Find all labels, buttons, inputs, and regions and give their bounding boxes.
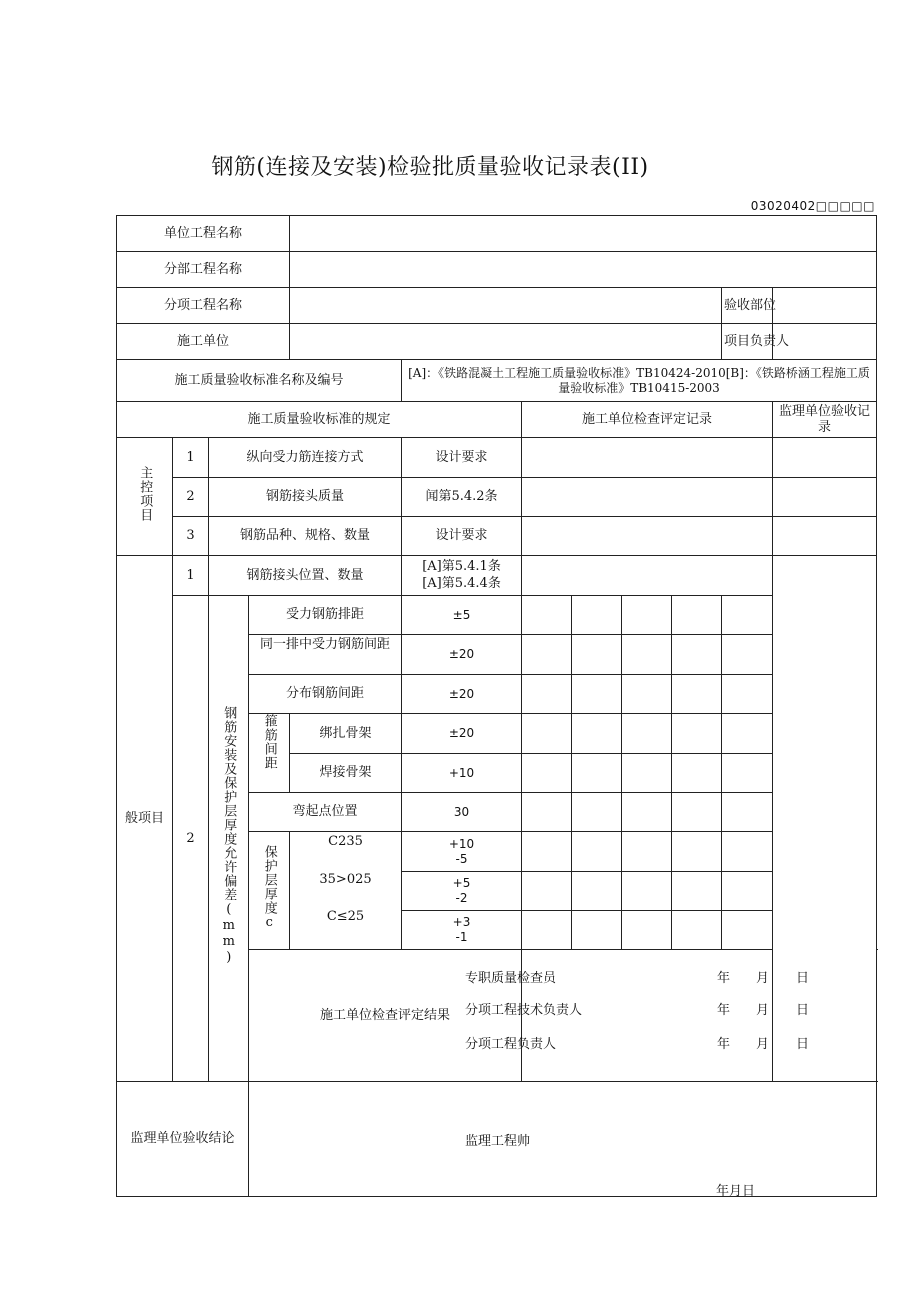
- tolerance-value: ±20: [402, 675, 522, 714]
- measure-cell[interactable]: [622, 872, 672, 911]
- date-month: 月: [756, 1037, 770, 1052]
- unit-project-value[interactable]: [290, 216, 877, 252]
- item-number: 3: [173, 517, 209, 556]
- measure-cell[interactable]: [622, 635, 672, 675]
- date-month: 月: [756, 971, 770, 986]
- contractor-label: 施工单位: [117, 324, 290, 360]
- subitem-row: [117, 288, 877, 324]
- measure-cell[interactable]: [572, 872, 622, 911]
- contractor-record-cell[interactable]: [522, 556, 773, 596]
- contractor-value[interactable]: [290, 324, 722, 360]
- tolerance-group-label: 钢筋安装及保护层厚度允许偏差(mm): [209, 596, 249, 1082]
- subitem-label: 分项工程名称: [117, 288, 290, 324]
- measure-cell[interactable]: [622, 911, 672, 950]
- tolerance-item: 焊接骨架: [290, 754, 402, 793]
- item-name: 钢筋接头位置、数量: [209, 556, 402, 596]
- measure-cell[interactable]: [522, 714, 572, 754]
- main-item-row: [117, 478, 877, 517]
- date-day: 日: [796, 1037, 810, 1052]
- measure-cell[interactable]: [722, 754, 773, 793]
- date-year: 年: [717, 1003, 731, 1018]
- supervisor-record-cell[interactable]: [773, 438, 877, 478]
- stirrup-group-label: 箍筋间距: [249, 714, 290, 793]
- measure-cell[interactable]: [572, 714, 622, 754]
- contractor-row: [117, 324, 877, 360]
- measure-cell[interactable]: [672, 832, 722, 872]
- item-number: 1: [173, 438, 209, 478]
- cover-group-label: 保护层厚度c: [249, 832, 290, 950]
- measure-cell[interactable]: [722, 596, 773, 635]
- tolerance-value: +5 -2: [402, 872, 522, 911]
- spec-header: 施工质量验收标准的规定: [117, 402, 522, 438]
- measure-cell[interactable]: [522, 635, 572, 675]
- tolerance-item: 受力钢筋排距: [249, 596, 402, 635]
- supervisor-engineer-signature: 监理工程帅: [465, 1134, 531, 1149]
- measure-cell[interactable]: [622, 714, 672, 754]
- measure-cell[interactable]: [572, 754, 622, 793]
- measure-cell[interactable]: [722, 635, 773, 675]
- standard-row: [117, 360, 877, 402]
- item-requirement: [402, 556, 522, 596]
- measure-cell[interactable]: [572, 911, 622, 950]
- measure-cell[interactable]: [622, 793, 672, 832]
- req-line: [A]第5.4.4条: [422, 575, 501, 591]
- tolerance-item: 弯起点位置: [249, 793, 402, 832]
- measure-cell[interactable]: [672, 872, 722, 911]
- tolerance-row: [117, 596, 877, 635]
- item-number: 2: [173, 596, 209, 1082]
- column-header-row: [117, 402, 877, 438]
- tolerance-item: 同一排中受力钢筋间距: [249, 635, 402, 675]
- measure-cell[interactable]: [522, 832, 572, 872]
- tolerance-value: ±20: [402, 714, 522, 754]
- date-year: 年: [717, 1037, 731, 1052]
- measure-cell[interactable]: [672, 675, 722, 714]
- contractor-record-header: 施工单位检查评定记录: [522, 402, 773, 438]
- measure-cell[interactable]: [572, 793, 622, 832]
- measure-cell[interactable]: [672, 635, 722, 675]
- measure-cell[interactable]: [522, 675, 572, 714]
- measure-cell[interactable]: [572, 635, 622, 675]
- inspector-signature: 专职质量检查员: [465, 971, 557, 986]
- tolerance-value: 30: [402, 793, 522, 832]
- contractor-record-cell[interactable]: [522, 438, 773, 478]
- measure-cell[interactable]: [722, 714, 773, 754]
- measure-cell[interactable]: [722, 793, 773, 832]
- supervisor-result-label: 监理单位验收结论: [117, 1082, 249, 1197]
- supervisor-date: 年月日: [716, 1184, 756, 1199]
- division-label: 分部工程名称: [117, 252, 290, 288]
- item-requirement: 设计要求: [402, 438, 522, 478]
- project-manager-label: 项目负责人: [722, 324, 773, 360]
- tolerance-value: ±20: [402, 635, 522, 675]
- tolerance-value: +10: [402, 754, 522, 793]
- contractor-result-label: 施工单位检查评定结果: [249, 950, 522, 1082]
- measure-cell[interactable]: [622, 754, 672, 793]
- general-item-row: [117, 556, 877, 596]
- manager-signature: 分项工程负责人: [465, 1037, 557, 1052]
- date-day: 日: [796, 971, 810, 986]
- measure-cell[interactable]: [572, 832, 622, 872]
- supervisor-record-cell[interactable]: [773, 478, 877, 517]
- measure-cell[interactable]: [622, 596, 672, 635]
- unit-project-row: [117, 216, 877, 252]
- measure-cell[interactable]: [572, 596, 622, 635]
- tolerance-value: +10 -5: [402, 832, 522, 872]
- item-name: 钢筋接头质量: [209, 478, 402, 517]
- supervisor-record-cell[interactable]: [773, 517, 877, 556]
- measure-cell[interactable]: [672, 596, 722, 635]
- standard-label: 施工质量验收标准名称及编号: [117, 360, 402, 402]
- tech-lead-signature: 分项工程技术负责人: [465, 1003, 583, 1018]
- measure-cell[interactable]: [622, 832, 672, 872]
- date-year: 年: [717, 971, 731, 986]
- item-requirement: 设计要求: [402, 517, 522, 556]
- standard-text: [A]：《铁路混凝土工程施工质量验收标准》TB10424-2010[B]：《铁路桥涵工程施工质量验收标准》TB10415-2003: [402, 360, 877, 402]
- main-item-row: [117, 438, 877, 478]
- measure-cell[interactable]: [722, 872, 773, 911]
- cover-class-label: C235: [328, 834, 363, 849]
- req-line: [A]第5.4.1条: [422, 559, 501, 575]
- cover-class-label: C≤25: [326, 909, 365, 924]
- measure-cell[interactable]: [722, 832, 773, 872]
- measure-cell[interactable]: [572, 675, 622, 714]
- contractor-record-cell[interactable]: [522, 478, 773, 517]
- supervisor-record-header: 监理单位验收记录: [773, 402, 877, 438]
- item-number: 2: [173, 478, 209, 517]
- item-number: 1: [173, 556, 209, 596]
- division-row: [117, 252, 877, 288]
- date-month: 月: [756, 1003, 770, 1018]
- page-title: 钢筋(连接及安装)检验批质量验收记录表(II): [211, 155, 649, 180]
- measure-cell[interactable]: [522, 911, 572, 950]
- measure-cell[interactable]: [522, 754, 572, 793]
- measure-cell[interactable]: [672, 793, 722, 832]
- measure-cell[interactable]: [722, 675, 773, 714]
- item-requirement: 闻第5.4.2条: [402, 478, 522, 517]
- cover-class-label: 35>025: [319, 872, 372, 887]
- general-items-label: 般项目: [117, 556, 173, 1082]
- measure-cell[interactable]: [722, 911, 773, 950]
- division-value[interactable]: [290, 252, 877, 288]
- tolerance-item: 分布钢筋间距: [249, 675, 402, 714]
- tolerance-value: ±5: [402, 596, 522, 635]
- subitem-value[interactable]: [290, 288, 722, 324]
- main-items-label: 主控项目: [117, 438, 173, 556]
- tolerance-value: +3 -1: [402, 911, 522, 950]
- contractor-record-cell[interactable]: [522, 517, 773, 556]
- tolerance-item: 绑扎骨架: [290, 714, 402, 754]
- main-item-row: [117, 517, 877, 556]
- measure-cell[interactable]: [522, 872, 572, 911]
- acceptance-part-value[interactable]: [773, 288, 877, 324]
- form-code: 03020402□□□□□: [750, 199, 875, 213]
- measure-cell[interactable]: [672, 714, 722, 754]
- measure-cell[interactable]: [672, 754, 722, 793]
- date-day: 日: [796, 1003, 810, 1018]
- measure-cell[interactable]: [622, 675, 672, 714]
- measure-cell[interactable]: [522, 793, 572, 832]
- measure-cell[interactable]: [522, 596, 572, 635]
- cover-class-cell: [290, 832, 402, 950]
- item-name: 纵向受力筋连接方式: [209, 438, 402, 478]
- unit-project-label: 单位工程名称: [117, 216, 290, 252]
- item-name: 钢筋品种、规格、数量: [209, 517, 402, 556]
- measure-cell[interactable]: [672, 911, 722, 950]
- acceptance-part-label: 验收部位: [722, 288, 773, 324]
- supervisor-result-cell[interactable]: [249, 1082, 877, 1197]
